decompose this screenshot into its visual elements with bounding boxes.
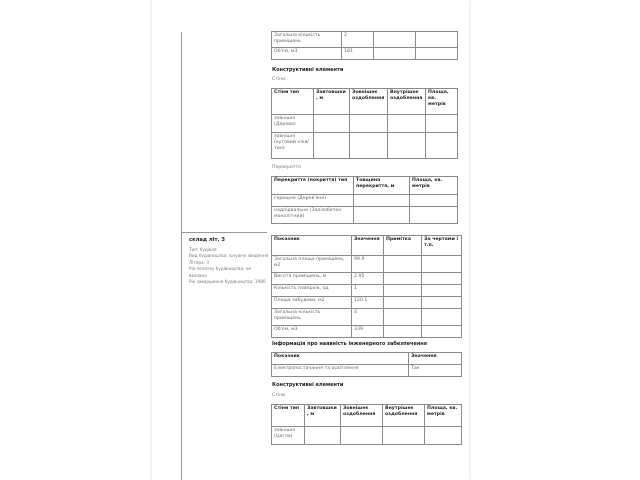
column-header: Завтовшки, м (305, 405, 341, 427)
indicator-label: Висота приміщень, м (272, 273, 352, 285)
warehouse-meta (189, 247, 269, 285)
indicator-label: Площа забудови, м2 (272, 297, 352, 309)
walls-label: Стіни (272, 77, 286, 82)
section-divider (181, 232, 267, 233)
summary-value: 181 (342, 48, 374, 60)
indicator-value: 99.9 (352, 256, 384, 273)
constructive-elements-title: Конструктивні елементи (272, 67, 344, 73)
meta-line: Тип: будівля (189, 247, 217, 252)
table-row (272, 326, 462, 338)
indicator-value: 4 (352, 309, 384, 326)
column-header: Показник (272, 236, 352, 256)
table-row (272, 256, 462, 273)
left-column-divider (181, 32, 182, 480)
column-header: Показник (272, 353, 409, 365)
engineering-title: Інформація про наявність інженерного забезпечення (272, 341, 427, 347)
column-header: Площа, кв. метрів (426, 89, 458, 115)
wall-type: зовнішні (кутовий хлів/тин) (272, 133, 314, 159)
table-row (272, 365, 462, 377)
column-header: Стіни тип (272, 405, 305, 427)
summary-label: Загальна кількість приміщень (272, 32, 342, 48)
engineering-value: Так (409, 365, 462, 377)
column-header: Внутрішнє оздоблення (388, 89, 426, 115)
summary-value: 2 (342, 32, 374, 48)
table-header-row (272, 236, 462, 256)
table-row (272, 297, 462, 309)
indicator-label: Загальна кількість приміщень (272, 309, 352, 326)
column-header: Внутрішнє оздоблення (383, 405, 425, 427)
warehouse-title: склад літ. З (189, 237, 225, 243)
column-header: Стіни тип (272, 89, 314, 115)
indicator-value: 2.95 (352, 273, 384, 285)
meta-line: Літера: З (189, 259, 209, 265)
column-header: Значення (409, 353, 462, 365)
ceiling-type: горищне (Дерев'яне) (272, 195, 354, 207)
constructive-elements-title-2: Конструктивні елементи (272, 382, 344, 388)
table-row (272, 285, 462, 297)
top-summary-table (271, 31, 458, 60)
table-header-row (272, 89, 458, 115)
meta-line: Вид будівництва: існуюче зведення (189, 253, 269, 259)
column-header: Завтовшки, м (314, 89, 350, 115)
table-header-row (272, 405, 462, 427)
column-header: Зовнішнє оздоблення (341, 405, 383, 427)
engineering-table (271, 352, 462, 377)
column-header: Перекриття (покриття) тип (272, 177, 354, 195)
indicator-label: Загальна площа приміщень, м2 (272, 256, 352, 273)
table-row (272, 427, 462, 445)
column-header: За чертами і т.п. (422, 236, 462, 256)
column-header: Товщина перекриття, м (354, 177, 410, 195)
table-row (272, 48, 458, 60)
ceilings-label: Перекриття (272, 165, 301, 170)
table-row (272, 207, 458, 224)
column-header: Площа, кв. метрів (425, 405, 462, 427)
indicator-label: Об'єм, м3 (272, 326, 352, 338)
meta-line: Рік завершення будівництва: 1980 (189, 279, 266, 285)
indicator-label: Кількість поверхів, од (272, 285, 352, 297)
table-row (272, 32, 458, 48)
walls-label-2: Стіни (272, 393, 286, 398)
ceiling-type: надпідвальне (Залізобетон монолітний) (272, 207, 354, 224)
table-header-row (272, 353, 462, 365)
wall-type: зовнішні (Дерево) (272, 115, 314, 133)
summary-label: Об'єм, м3 (272, 48, 342, 60)
meta-line: Рік початку будівництва: не вказано (189, 266, 252, 278)
column-header: Зовнішнє оздоблення (350, 89, 388, 115)
walls-table (271, 88, 458, 159)
indicator-value: 120.1 (352, 297, 384, 309)
column-header: Площа, кв. метрів (410, 177, 458, 195)
column-header: Примітка (384, 236, 422, 256)
table-row (272, 133, 458, 159)
warehouse-indicators-table (271, 235, 462, 338)
indicator-value: 339 (352, 326, 384, 338)
column-header: Значення (352, 236, 384, 256)
table-row (272, 195, 458, 207)
table-row (272, 273, 462, 285)
engineering-label: Електропостачання та освітлення (272, 365, 409, 377)
wall-type: зовнішні (Цегла) (272, 427, 305, 445)
ceilings-table (271, 176, 458, 224)
table-row (272, 309, 462, 326)
table-row (272, 115, 458, 133)
table-header-row (272, 177, 458, 195)
indicator-value: 1 (352, 285, 384, 297)
walls-table-2 (271, 404, 462, 445)
